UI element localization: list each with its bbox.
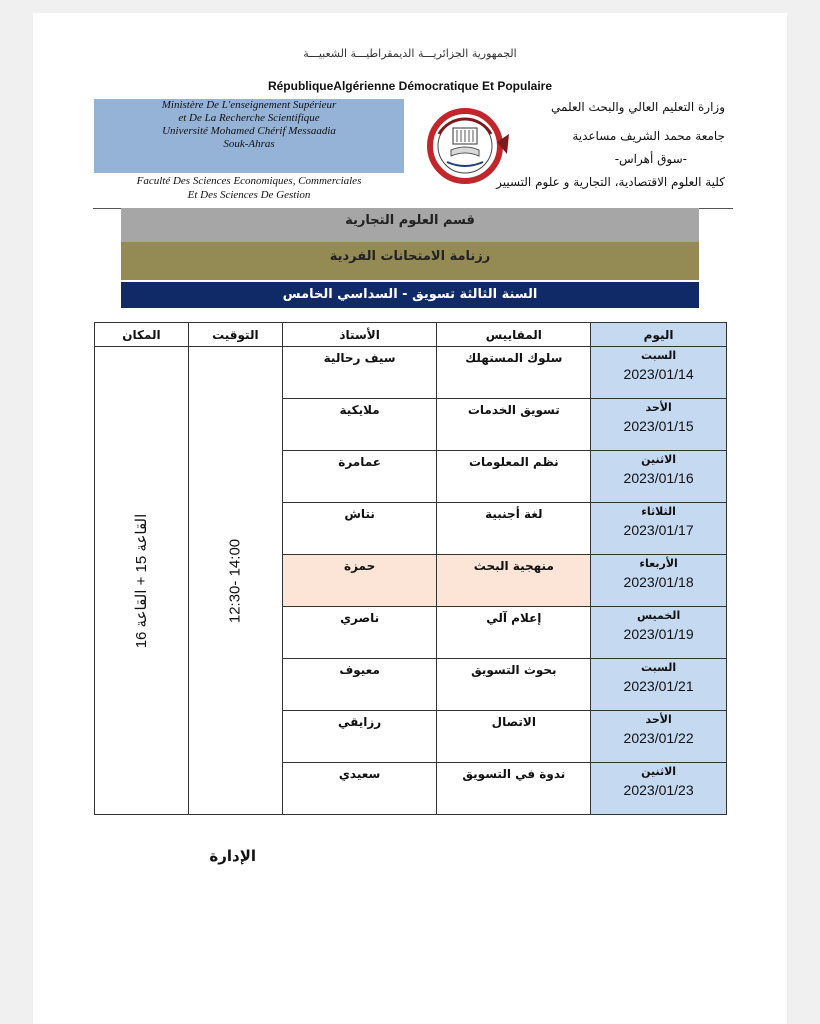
place-cell [95, 347, 189, 815]
module-cell: بحوث التسويق [437, 659, 591, 711]
header-module: المقاييس [437, 323, 591, 347]
university-arabic: جامعة محمد الشريف مساعدية [572, 129, 725, 143]
header-french-republic: RépubliqueAlgérienne Démocratique Et Populaire [267, 79, 553, 93]
exam-date: 2023/01/21 [623, 678, 694, 694]
day-name: السبت [640, 349, 677, 362]
exam-date: 2023/01/16 [623, 470, 694, 486]
day-cell [591, 711, 727, 763]
day-name: الاثنين [641, 453, 677, 466]
professor-cell: حمزة [282, 555, 437, 607]
day-name: الاثنين [641, 765, 677, 778]
department-band: قسم العلوم التجارية [121, 208, 699, 242]
exam-date: 2023/01/23 [623, 782, 694, 798]
day-cell [591, 503, 727, 555]
day-cell [591, 555, 727, 607]
ministry-line: et De La Recherche Scientifique [178, 112, 320, 124]
header-time: التوقيت [188, 323, 282, 347]
university-seal-icon [417, 104, 517, 184]
professor-cell: عمامرة [282, 451, 437, 503]
city-arabic: -سوق أهراس- [614, 152, 687, 166]
professor-cell: ملايكية [282, 399, 437, 451]
day-name: الأحد [645, 401, 672, 414]
day-name: الأربعاء [639, 557, 678, 570]
place-text: القاعة 15 + القاعة 16 [133, 513, 151, 648]
administration-signature: الإدارة [209, 847, 256, 865]
time-text: 14:00 -12:30 [226, 538, 244, 623]
module-cell: ندوة في التسويق [437, 763, 591, 815]
module-cell: تسويق الخدمات [437, 399, 591, 451]
exam-date: 2023/01/22 [623, 730, 694, 746]
city-line: Souk-Ahras [223, 138, 275, 150]
module-cell: سلوك المستهلك [437, 347, 591, 399]
faculty-line-french: Faculté Des Sciences Economiques, Commerciales [136, 175, 362, 187]
ministry-line: Ministère De L'enseignement Supérieur [161, 99, 337, 111]
exam-date: 2023/01/17 [623, 522, 694, 538]
faculty-arabic: كلية العلوم الاقتصادية، التجارية و علوم التسيير [496, 175, 725, 189]
exam-date: 2023/01/19 [623, 626, 694, 642]
exam-date: 2023/01/14 [623, 366, 694, 382]
university-line: Université Mohamed Chérif Messaadia [162, 125, 336, 137]
ministry-arabic: وزارة التعليم العالي والبحث العلمي [551, 100, 725, 114]
document-page [33, 13, 787, 1024]
header-arabic-republic: الجمهورية الجزائريـــة الديمقراطيـــة الشعبيـــة [303, 47, 517, 60]
module-cell: نظم المعلومات [437, 451, 591, 503]
day-cell [591, 399, 727, 451]
day-name: الأحد [645, 713, 672, 726]
day-name: الثلاثاء [641, 505, 676, 518]
title-band: رزنامة الامتحانات الفردية [121, 242, 699, 280]
day-cell [591, 347, 727, 399]
exam-date: 2023/01/18 [623, 574, 694, 590]
time-cell [188, 347, 282, 815]
professor-cell: نتاش [282, 503, 437, 555]
exam-date: 2023/01/15 [623, 418, 694, 434]
day-name: الخميس [636, 609, 681, 622]
day-name: السبت [640, 661, 677, 674]
ministry-box-french [94, 99, 404, 173]
professor-cell: معيوف [282, 659, 437, 711]
subtitle-band: السنة الثالثة تسويق - السداسي الخامس [121, 282, 699, 308]
professor-cell: رزايقي [282, 711, 437, 763]
day-cell [591, 659, 727, 711]
table-header-row [95, 323, 727, 347]
faculty-line-french: Et Des Sciences De Gestion [187, 189, 311, 201]
professor-cell: سعيدي [282, 763, 437, 815]
header-place: المكان [95, 323, 189, 347]
professor-cell: ناصري [282, 607, 437, 659]
professor-cell: سيف رحالية [282, 347, 437, 399]
module-cell: الاتصال [437, 711, 591, 763]
module-cell: لغة أجنبية [437, 503, 591, 555]
module-cell: إعلام آلي [437, 607, 591, 659]
exam-schedule-table [94, 322, 727, 815]
header-professor: الأستاذ [282, 323, 437, 347]
day-cell [591, 607, 727, 659]
table-row [95, 347, 727, 399]
header-day: اليوم [591, 323, 727, 347]
day-cell [591, 451, 727, 503]
module-cell: منهجية البحث [437, 555, 591, 607]
day-cell [591, 763, 727, 815]
